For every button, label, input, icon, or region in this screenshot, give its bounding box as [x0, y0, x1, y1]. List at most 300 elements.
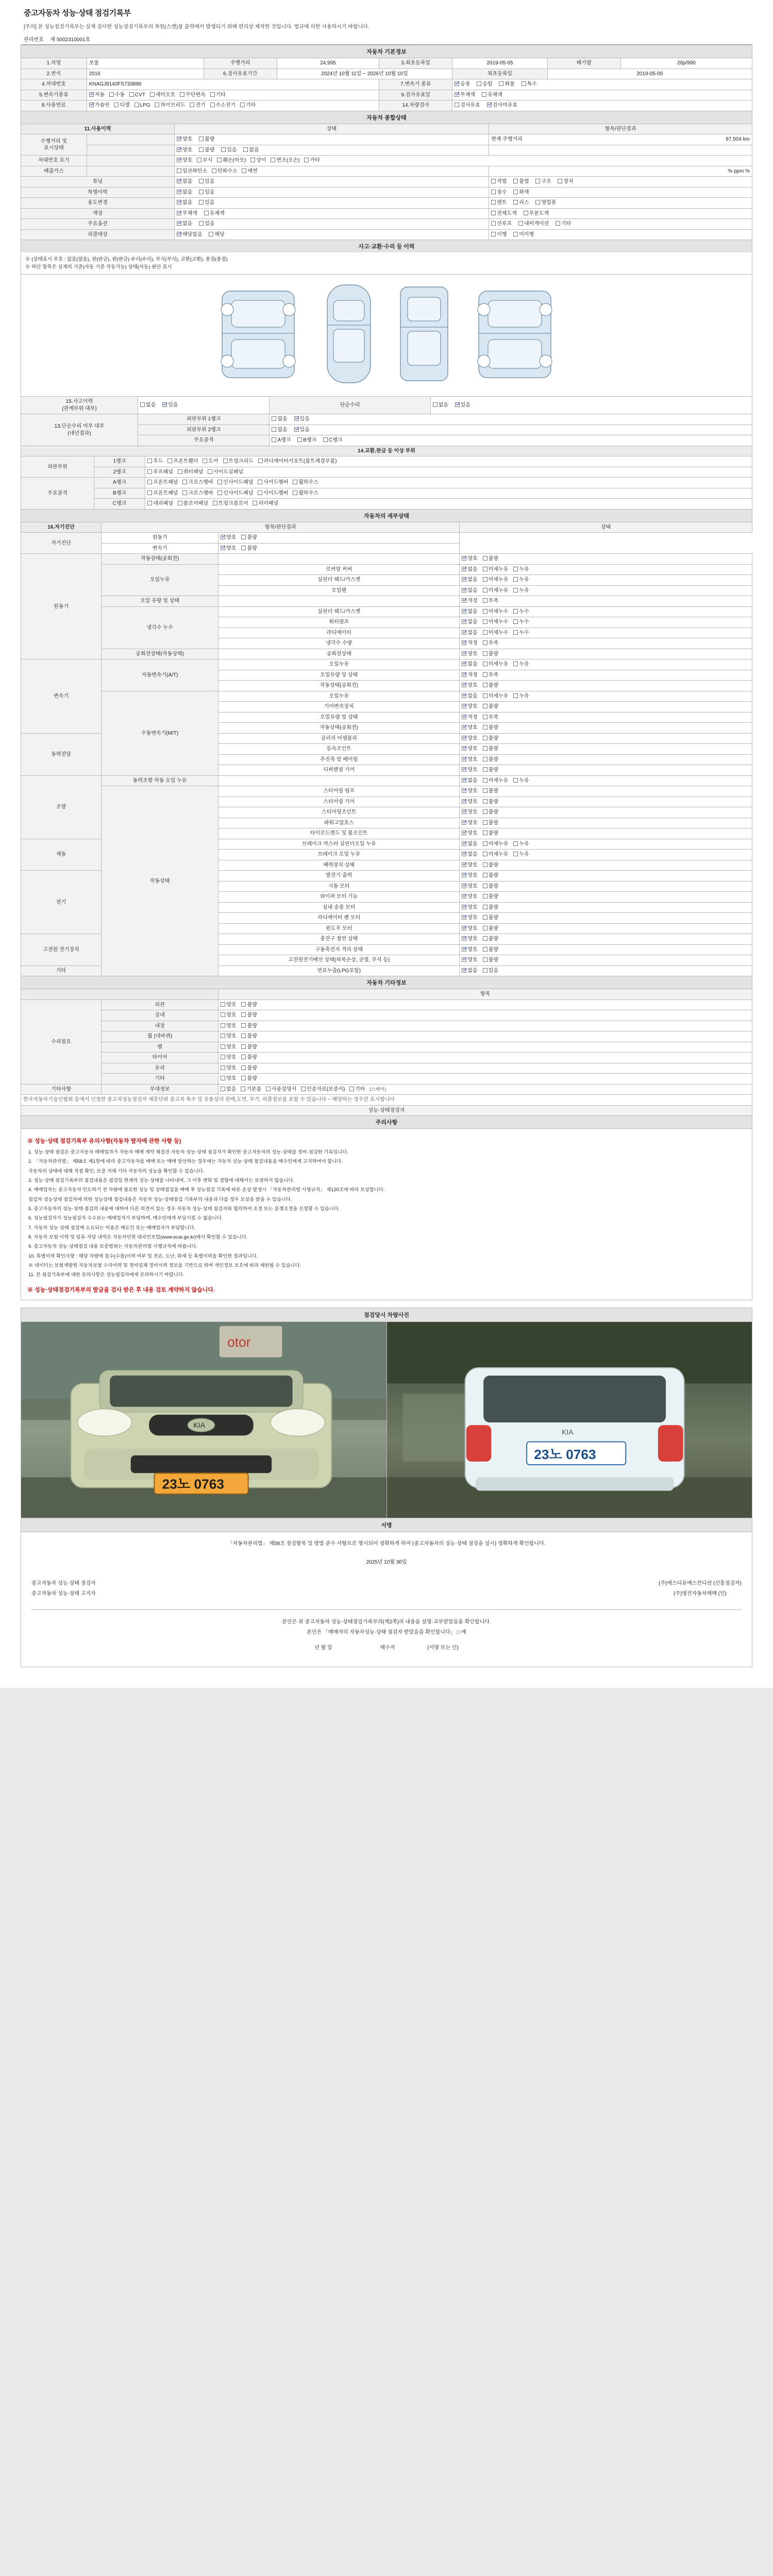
checkbox-icon[interactable] — [483, 588, 488, 592]
exterior-option[interactable]: 양호 — [221, 1012, 236, 1019]
fr-a[interactable]: A랭크 — [272, 437, 291, 444]
checkbox-icon[interactable] — [483, 957, 488, 962]
detail-option-second[interactable]: 불량 — [483, 904, 498, 911]
checkbox-icon[interactable] — [241, 1055, 246, 1059]
checkbox-icon[interactable] — [513, 841, 518, 846]
o2-none[interactable]: 없음 — [272, 427, 287, 434]
checkbox-icon[interactable] — [483, 672, 488, 677]
o1-has[interactable]: 있음 — [294, 416, 310, 423]
color-none[interactable]: 무채색 — [177, 210, 197, 217]
mileage-bad[interactable]: 불량 — [199, 136, 214, 143]
checkbox-icon[interactable] — [513, 693, 518, 698]
acc-none[interactable]: 없음 — [140, 402, 156, 409]
detail-option-third[interactable]: 누유 — [513, 587, 529, 595]
detail-option-second[interactable]: 미세누유 — [483, 841, 509, 848]
mileage-good[interactable]: 양호 — [177, 136, 192, 143]
checkbox-icon[interactable] — [241, 1012, 246, 1017]
detail-option-second[interactable]: 미세누수 — [483, 630, 509, 637]
special-has[interactable]: 있음 — [199, 189, 214, 196]
detail-option-second[interactable]: 불량 — [483, 957, 498, 964]
vin-mod[interactable]: 변조(오손) — [271, 157, 299, 164]
checkbox-icon[interactable] — [483, 736, 488, 740]
checkbox-icon[interactable] — [483, 567, 488, 571]
detail-option-first[interactable]: 없음 — [462, 630, 477, 637]
rep-none[interactable]: 없음 — [433, 402, 448, 409]
detail-option-second[interactable]: 불량 — [483, 682, 498, 689]
checkbox-icon[interactable] — [483, 598, 488, 603]
tuning-none[interactable]: 없음 — [177, 178, 192, 185]
detail-option-second[interactable]: 미세누유 — [483, 587, 509, 595]
checkbox-icon[interactable] — [513, 619, 518, 624]
detail-option-second[interactable]: 불량 — [483, 872, 498, 879]
checkbox-icon[interactable] — [221, 1002, 225, 1007]
checkbox-icon[interactable] — [462, 862, 466, 867]
fuel-ev[interactable]: 전기 — [190, 102, 205, 109]
detail-option-first[interactable]: 양호 — [462, 809, 477, 816]
detail-option-third[interactable]: 누유 — [513, 661, 529, 668]
opt-truck[interactable]: 화물 — [499, 81, 514, 88]
checkbox-icon[interactable] — [462, 577, 466, 582]
extra-manual[interactable]: 사용설명서 — [266, 1086, 296, 1093]
detail-option-first[interactable]: 없음 — [462, 608, 477, 616]
recall-yes[interactable]: 해당 — [209, 231, 224, 239]
fb-inside[interactable]: 인사이드패널 — [217, 490, 253, 497]
exterior-option[interactable]: 불량 — [241, 1044, 257, 1051]
part-hood[interactable]: 후드 — [147, 458, 163, 465]
checkbox-icon[interactable] — [462, 715, 466, 719]
checkbox-icon[interactable] — [483, 693, 488, 698]
opt-van[interactable]: 승합 — [477, 81, 492, 88]
use-biz[interactable]: 영업용 — [535, 199, 556, 207]
checkbox-icon[interactable] — [483, 873, 488, 877]
checkbox-icon[interactable] — [462, 894, 466, 899]
special-none[interactable]: 없음 — [177, 189, 192, 196]
detail-option-second[interactable]: 불량 — [483, 767, 498, 774]
vin-damage[interactable]: 훼손(마모) — [217, 157, 246, 164]
detail-option-second[interactable]: 불량 — [483, 936, 498, 943]
fuel-hybrid[interactable]: 하이브리드 — [155, 102, 185, 109]
checkbox-icon[interactable] — [483, 683, 488, 687]
exterior-option[interactable]: 양호 — [221, 1002, 236, 1009]
detail-option-second[interactable]: 부족 — [483, 672, 498, 679]
detail-option-first[interactable]: 없음 — [462, 968, 477, 975]
detail-option-first[interactable]: 양호 — [462, 682, 477, 689]
checkbox-icon[interactable] — [483, 947, 488, 952]
detail-option-second[interactable]: 부족 — [483, 640, 498, 647]
opt-sedan[interactable]: 승용 — [455, 81, 470, 88]
checkbox-icon[interactable] — [462, 788, 466, 793]
checkbox-icon[interactable] — [241, 1033, 246, 1038]
vin-etc[interactable]: 가타 — [304, 157, 320, 164]
checkbox-icon[interactable] — [483, 715, 488, 719]
o2-has[interactable]: 있음 — [294, 427, 310, 434]
detail-option-second[interactable]: 미세누수 — [483, 608, 509, 616]
tuning-legal[interactable]: 적법 — [491, 178, 507, 185]
checkbox-icon[interactable] — [462, 588, 466, 592]
checkbox-icon[interactable] — [241, 1044, 246, 1049]
mileage2-good[interactable]: 양호 — [177, 147, 192, 154]
checkbox-icon[interactable] — [513, 778, 518, 783]
checkbox-icon[interactable] — [483, 778, 488, 783]
detail-option-second[interactable]: 부족 — [483, 714, 498, 721]
extra-cert[interactable]: 인증자료(보증서) — [301, 1086, 345, 1093]
detail-option-first[interactable]: 적정 — [462, 598, 477, 605]
checkbox-icon[interactable] — [462, 778, 466, 783]
checkbox-icon[interactable] — [483, 704, 488, 708]
extra-basic[interactable]: 기본품 — [241, 1086, 261, 1093]
detail-option-first[interactable]: 양호 — [462, 957, 477, 964]
detail-option-first[interactable]: 양호 — [221, 534, 236, 541]
color-yes[interactable]: 유채색 — [204, 210, 225, 217]
detail-option-first[interactable]: 양호 — [462, 925, 477, 933]
checkbox-icon[interactable] — [483, 556, 488, 561]
detail-option-second[interactable]: 미세누유 — [483, 777, 509, 785]
detail-option-third[interactable]: 누유 — [513, 777, 529, 785]
checkbox-icon[interactable] — [462, 567, 466, 571]
detail-option-second[interactable]: 불량 — [483, 745, 498, 753]
checkbox-icon[interactable] — [462, 609, 466, 614]
color-multi[interactable]: 유채색 — [482, 92, 502, 99]
fa-front-panel[interactable]: 프론트패널 — [147, 479, 178, 486]
exterior-option[interactable]: 불량 — [241, 1065, 257, 1072]
detail-option-second[interactable]: 불량 — [483, 788, 498, 795]
fb-wheelhouse[interactable]: 휠하우스 — [293, 490, 318, 497]
checkbox-icon[interactable] — [462, 693, 466, 698]
detail-option-second[interactable]: 불량 — [483, 724, 498, 732]
checkbox-icon[interactable] — [483, 746, 488, 751]
use-none[interactable]: 없음 — [177, 199, 192, 207]
fc-dash[interactable]: 대쉬패널 — [147, 500, 173, 507]
detail-option-second[interactable]: 불량 — [483, 830, 498, 837]
detail-option-first[interactable]: 양호 — [462, 904, 477, 911]
detail-option-first[interactable]: 적정 — [462, 714, 477, 721]
part-roof[interactable]: 루프패널 — [147, 469, 173, 476]
detail-option-first[interactable]: 양호 — [462, 936, 477, 943]
detail-option-second[interactable]: 불량 — [241, 545, 257, 552]
checkbox-icon[interactable] — [462, 672, 466, 677]
detail-option-second[interactable]: 불량 — [483, 555, 498, 563]
detail-option-second[interactable]: 미세누유 — [483, 661, 509, 668]
detail-option-second[interactable]: 미세누수 — [483, 619, 509, 626]
checkbox-icon[interactable] — [483, 788, 488, 793]
detail-option-second[interactable]: 불량 — [483, 883, 498, 890]
checkbox-icon[interactable] — [462, 746, 466, 751]
detail-option-second[interactable]: 불량 — [483, 862, 498, 869]
checkbox-icon[interactable] — [483, 852, 488, 856]
insp-valid[interactable]: 검사유효 — [455, 102, 480, 109]
detail-option-first[interactable]: 양호 — [462, 872, 477, 879]
insp-invalid[interactable]: 검사미유효 — [487, 102, 517, 109]
detail-option-first[interactable]: 적정 — [462, 640, 477, 647]
o1-none[interactable]: 없음 — [272, 416, 287, 423]
checkbox-icon[interactable] — [462, 598, 466, 603]
checkbox-icon[interactable] — [513, 630, 518, 635]
checkbox-icon[interactable] — [241, 535, 246, 539]
detail-option-first[interactable]: 없음 — [462, 619, 477, 626]
checkbox-icon[interactable] — [462, 841, 466, 846]
checkbox-icon[interactable] — [462, 820, 466, 825]
detail-option-first[interactable]: 양호 — [462, 799, 477, 806]
vin-good[interactable]: 양호 — [177, 157, 192, 164]
opt-misc[interactable]: 기타 — [556, 221, 571, 228]
detail-option-second[interactable]: 미세누유 — [483, 693, 509, 700]
fc-floor[interactable]: 플로어패널 — [178, 500, 208, 507]
checkbox-icon[interactable] — [483, 831, 488, 835]
mileage2-has[interactable]: 있음 — [221, 147, 237, 154]
checkbox-icon[interactable] — [462, 630, 466, 635]
checkbox-icon[interactable] — [221, 1033, 225, 1038]
detail-option-third[interactable]: 누유 — [513, 851, 529, 858]
detail-option-third[interactable]: 누유 — [513, 693, 529, 700]
opt-special[interactable]: 특수 — [522, 81, 537, 88]
checkbox-icon[interactable] — [221, 1023, 225, 1028]
checkbox-icon[interactable] — [513, 609, 518, 614]
checkbox-icon[interactable] — [221, 1065, 225, 1070]
opt-none[interactable]: 없음 — [177, 221, 192, 228]
checkbox-icon[interactable] — [462, 831, 466, 835]
checkbox-icon[interactable] — [462, 884, 466, 888]
fr-b[interactable]: B랭크 — [297, 437, 316, 444]
detail-option-first[interactable]: 없음 — [462, 587, 477, 595]
fb-side[interactable]: 사이드멤버 — [258, 490, 288, 497]
detail-option-second[interactable]: 불량 — [483, 735, 498, 742]
checkbox-icon[interactable] — [462, 757, 466, 761]
fc-trunk-floor[interactable]: 트렁크플로어 — [213, 500, 248, 507]
part-quarter[interactable]: 쿼터패널 — [178, 469, 204, 476]
checkbox-icon[interactable] — [513, 588, 518, 592]
detail-option-second[interactable]: 불량 — [483, 893, 498, 901]
detail-option-first[interactable]: 없음 — [462, 661, 477, 668]
checkbox-icon[interactable] — [462, 873, 466, 877]
checkbox-icon[interactable] — [483, 577, 488, 582]
detail-option-second[interactable]: 불량 — [483, 946, 498, 954]
paint-full[interactable]: 전체도색 — [491, 210, 517, 217]
exterior-option[interactable]: 불량 — [241, 1075, 257, 1082]
checkbox-icon[interactable] — [483, 820, 488, 825]
checkbox-icon[interactable] — [241, 1023, 246, 1028]
detail-option-second[interactable]: 불량 — [483, 703, 498, 710]
detail-option-third[interactable]: 누수 — [513, 608, 529, 616]
checkbox-icon[interactable] — [241, 546, 246, 550]
checkbox-icon[interactable] — [483, 884, 488, 888]
detail-option-first[interactable]: 양호 — [462, 724, 477, 732]
tuning-illegal[interactable]: 불법 — [513, 178, 529, 185]
exterior-option[interactable]: 양호 — [221, 1033, 236, 1040]
detail-option-third[interactable]: 누수 — [513, 619, 529, 626]
detail-option-first[interactable]: 양호 — [462, 756, 477, 764]
detail-option-first[interactable]: 양호 — [462, 883, 477, 890]
detail-option-first[interactable]: 양호 — [462, 914, 477, 922]
checkbox-icon[interactable] — [462, 556, 466, 561]
emission-co[interactable]: 일산화탄소 — [177, 168, 207, 175]
checkbox-icon[interactable] — [221, 1044, 225, 1049]
checkbox-icon[interactable] — [241, 1002, 246, 1007]
checkbox-icon[interactable] — [462, 809, 466, 814]
checkbox-icon[interactable] — [462, 926, 466, 930]
opt-nav[interactable]: 내비게이션 — [518, 221, 549, 228]
fuel-etc[interactable]: 기타 — [240, 102, 256, 109]
checkbox-icon[interactable] — [483, 862, 488, 867]
checkbox-icon[interactable] — [462, 936, 466, 941]
checkbox-icon[interactable] — [483, 894, 488, 899]
fr-c[interactable]: C랭크 — [323, 437, 343, 444]
detail-option-first[interactable]: 없음 — [462, 693, 477, 700]
exterior-option[interactable]: 양호 — [221, 1044, 236, 1051]
detail-option-first[interactable]: 양호 — [462, 745, 477, 753]
checkbox-icon[interactable] — [483, 630, 488, 635]
fb-cross[interactable]: 크로스멤버 — [182, 490, 213, 497]
extra-etc[interactable]: 기타 — [349, 1086, 365, 1093]
fa-side[interactable]: 사이드멤버 — [258, 479, 288, 486]
checkbox-icon[interactable] — [462, 968, 466, 973]
detail-option-second[interactable]: 불량 — [241, 534, 257, 541]
checkbox-icon[interactable] — [483, 968, 488, 973]
recall-na[interactable]: 해당없음 — [177, 231, 203, 239]
trans-semi[interactable]: 세미오토 — [150, 92, 176, 99]
tuning-device[interactable]: 장치 — [558, 178, 573, 185]
mileage2-none[interactable]: 없음 — [243, 147, 259, 154]
checkbox-icon[interactable] — [462, 683, 466, 687]
detail-option-second[interactable]: 미세누유 — [483, 566, 509, 573]
rep-has[interactable]: 있음 — [455, 402, 470, 409]
tuning-struct[interactable]: 구조 — [535, 178, 551, 185]
checkbox-icon[interactable] — [483, 936, 488, 941]
opt-sunroof[interactable]: 선루프 — [491, 221, 512, 228]
detail-option-first[interactable]: 양호 — [462, 735, 477, 742]
checkbox-icon[interactable] — [483, 905, 488, 909]
checkbox-icon[interactable] — [462, 704, 466, 708]
fa-wheelhouse[interactable]: 휠하우스 — [293, 479, 318, 486]
detail-option-first[interactable]: 양호 — [462, 767, 477, 774]
checkbox-icon[interactable] — [462, 767, 466, 772]
special-flood[interactable]: 침수 — [491, 189, 507, 196]
final-line-2[interactable]: 본인은 「매매자의 자동차성능·상태 점검자 받았음을 확인합니다」 □ 예 — [307, 1630, 466, 1636]
detail-option-second[interactable]: 불량 — [483, 756, 498, 764]
mileage2-bad[interactable]: 불량 — [199, 147, 214, 154]
detail-option-second[interactable]: 불량 — [483, 651, 498, 658]
fc-rear[interactable]: 리어패널 — [253, 500, 278, 507]
detail-option-second[interactable]: 미세누유 — [483, 577, 509, 584]
opt-has[interactable]: 있음 — [199, 221, 214, 228]
exterior-option[interactable]: 불량 — [241, 1012, 257, 1019]
detail-option-first[interactable]: 양호 — [462, 830, 477, 837]
vin-diff[interactable]: 상이 — [250, 157, 266, 164]
detail-option-first[interactable]: 없음 — [462, 851, 477, 858]
fuel-diesel[interactable]: 디젤 — [114, 102, 129, 109]
detail-option-first[interactable]: 양호 — [221, 545, 236, 552]
detail-option-third[interactable]: 누수 — [513, 630, 529, 637]
exterior-option[interactable]: 양호 — [221, 1023, 236, 1030]
detail-option-first[interactable]: 없음 — [462, 777, 477, 785]
checkbox-icon[interactable] — [483, 809, 488, 814]
trans-etc[interactable]: 기타 — [210, 92, 226, 99]
checkbox-icon[interactable] — [483, 619, 488, 624]
checkbox-icon[interactable] — [221, 546, 225, 550]
extra-none[interactable]: 없음 — [221, 1086, 236, 1093]
checkbox-icon[interactable] — [483, 609, 488, 614]
checkbox-icon[interactable] — [513, 662, 518, 666]
checkbox-icon[interactable] — [483, 651, 488, 656]
detail-option-first[interactable]: 양호 — [462, 893, 477, 901]
checkbox-icon[interactable] — [462, 619, 466, 624]
checkbox-icon[interactable] — [221, 1012, 225, 1017]
detail-option-third[interactable]: 누유 — [513, 577, 529, 584]
detail-option-first[interactable]: 양호 — [462, 651, 477, 658]
detail-option-second[interactable]: 부족 — [483, 598, 498, 605]
trans-manual[interactable]: 수동 — [109, 92, 125, 99]
checkbox-icon[interactable] — [513, 577, 518, 582]
exterior-option[interactable]: 불량 — [241, 1054, 257, 1061]
detail-option-second[interactable]: 불량 — [483, 925, 498, 933]
exterior-option[interactable]: 불량 — [241, 1002, 257, 1009]
checkbox-icon[interactable] — [462, 736, 466, 740]
detail-option-third[interactable]: 누유 — [513, 566, 529, 573]
detail-option-second[interactable]: 불량 — [483, 914, 498, 922]
checkbox-icon[interactable] — [462, 662, 466, 666]
checkbox-icon[interactable] — [221, 1076, 225, 1080]
vin-rust[interactable]: 부식 — [197, 157, 212, 164]
checkbox-icon[interactable] — [483, 841, 488, 846]
exterior-option[interactable]: 양호 — [221, 1054, 236, 1061]
exterior-option[interactable]: 불량 — [241, 1023, 257, 1030]
checkbox-icon[interactable] — [483, 915, 488, 920]
fa-cross[interactable]: 크로스멤버 — [182, 479, 213, 486]
use-lease[interactable]: 리스 — [513, 199, 529, 207]
detail-option-first[interactable]: 양호 — [462, 820, 477, 827]
detail-option-first[interactable]: 양호 — [462, 946, 477, 954]
detail-option-second[interactable]: 있음 — [483, 968, 498, 975]
use-has[interactable]: 있음 — [199, 199, 214, 207]
emission-hc[interactable]: 탄화수소 — [212, 168, 238, 175]
detail-option-first[interactable]: 적정 — [462, 672, 477, 679]
detail-option-second[interactable]: 미세누유 — [483, 851, 509, 858]
detail-option-first[interactable]: 양호 — [462, 862, 477, 869]
checkbox-icon[interactable] — [462, 799, 466, 804]
checkbox-icon[interactable] — [241, 1076, 246, 1080]
checkbox-icon[interactable] — [483, 640, 488, 645]
checkbox-icon[interactable] — [483, 799, 488, 804]
checkbox-icon[interactable] — [462, 947, 466, 952]
trans-cont[interactable]: 무단변속 — [180, 92, 206, 99]
exterior-option[interactable]: 양호 — [221, 1075, 236, 1082]
part-front-fender[interactable]: 프론트휀더 — [167, 458, 198, 465]
emission-smoke[interactable]: 매연 — [242, 168, 257, 175]
detail-option-second[interactable]: 불량 — [483, 809, 498, 816]
detail-option-first[interactable]: 양호 — [462, 788, 477, 795]
checkbox-icon[interactable] — [483, 757, 488, 761]
checkbox-icon[interactable] — [462, 725, 466, 730]
detail-option-second[interactable]: 불량 — [483, 799, 498, 806]
checkbox-icon[interactable] — [462, 905, 466, 909]
fuel-h2[interactable]: 수소전기 — [210, 102, 236, 109]
detail-option-first[interactable]: 없음 — [462, 841, 477, 848]
checkbox-icon[interactable] — [513, 567, 518, 571]
checkbox-icon[interactable] — [462, 640, 466, 645]
fuel-gasoline[interactable]: 가솔린 — [89, 102, 110, 109]
part-trunk-lid[interactable]: 트렁크리드 — [223, 458, 254, 465]
exterior-option[interactable]: 불량 — [241, 1033, 257, 1040]
detail-option-first[interactable]: 양호 — [462, 555, 477, 563]
checkbox-icon[interactable] — [483, 662, 488, 666]
part-door[interactable]: 도어 — [203, 458, 218, 465]
checkbox-icon[interactable] — [462, 651, 466, 656]
detail-option-first[interactable]: 없음 — [462, 566, 477, 573]
recall-undone[interactable]: 미이행 — [513, 231, 534, 239]
fuel-lpg[interactable]: LPG — [135, 102, 150, 109]
checkbox-icon[interactable] — [483, 767, 488, 772]
tuning-has[interactable]: 있음 — [199, 178, 214, 185]
special-fire[interactable]: 화재 — [513, 189, 529, 196]
